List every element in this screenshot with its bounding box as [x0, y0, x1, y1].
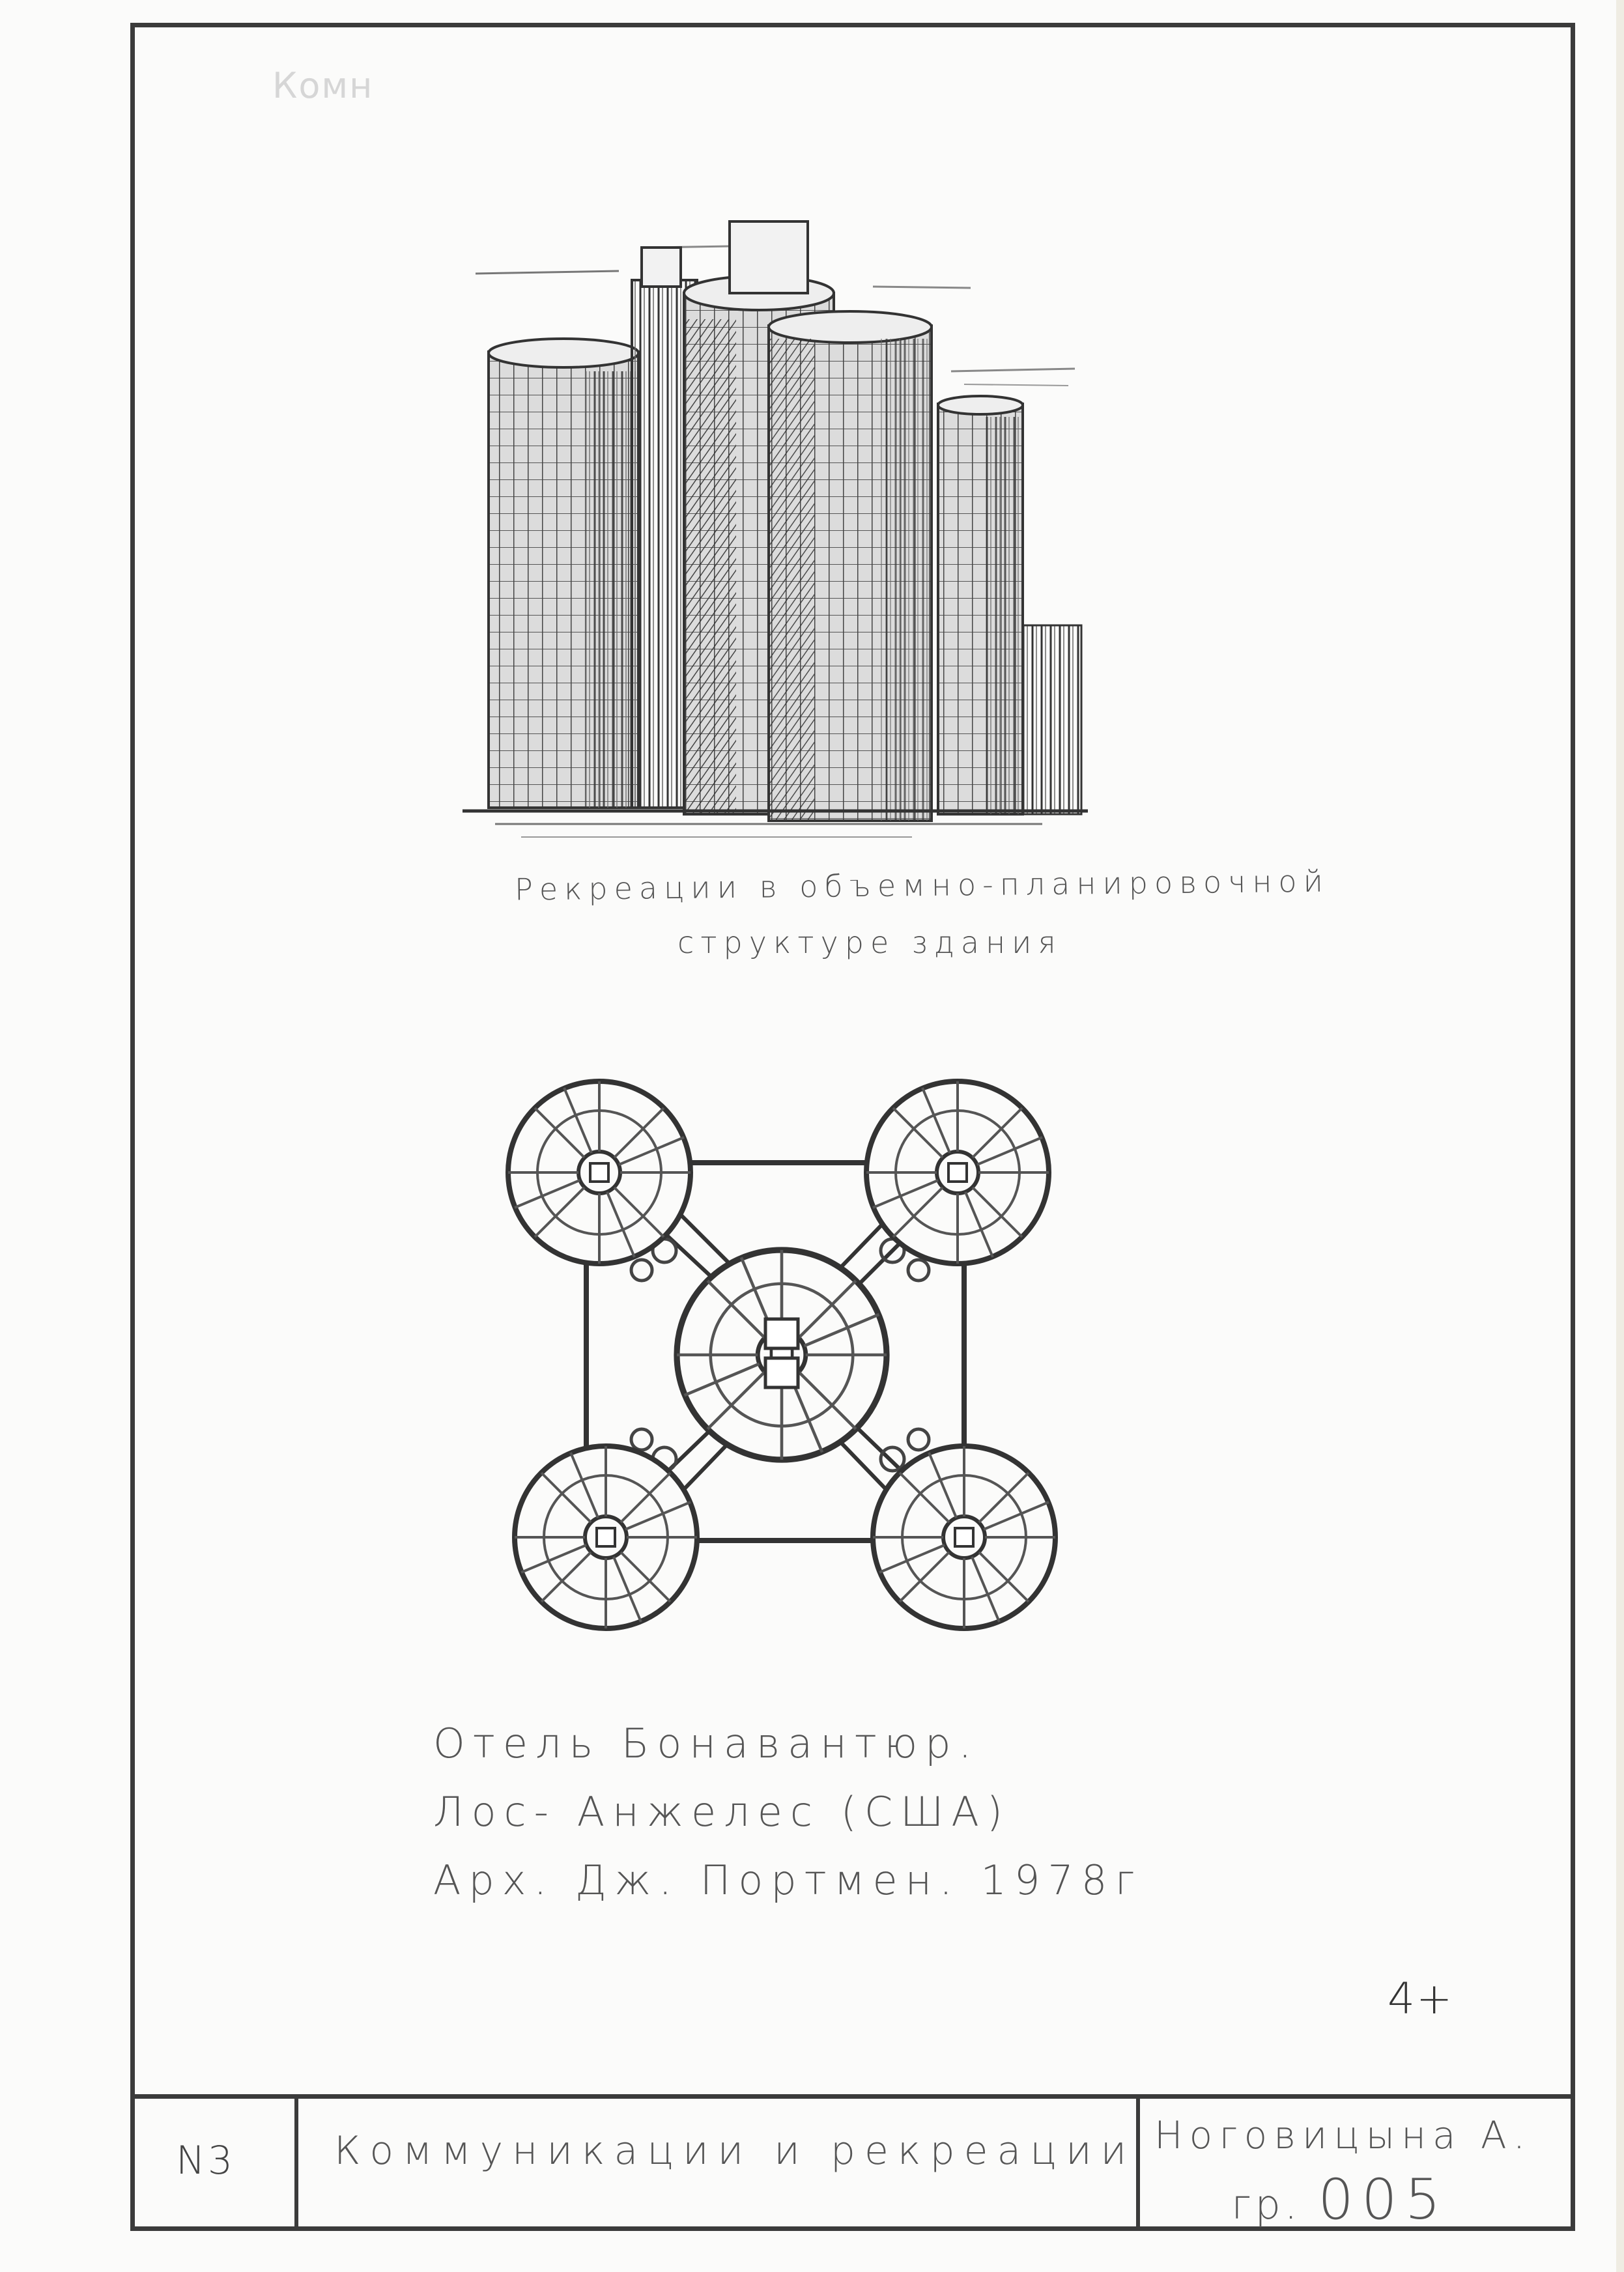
- sheet-number-cell: [130, 2099, 298, 2231]
- sketch-caption-line-1: Рекреации в объемно-планировочной: [514, 863, 1330, 907]
- faint-pencil-mark: Комн: [272, 65, 374, 106]
- floor-plan-drawing: [502, 1075, 1075, 1635]
- group-label: [1231, 2167, 1448, 2232]
- sketch-caption-line-2: структуре здания: [677, 925, 1062, 960]
- building-perspective-sketch: [456, 208, 1094, 853]
- author-name: Ноговицына А.: [1154, 2113, 1532, 2157]
- paper-edge: [1616, 0, 1624, 2272]
- sheet-number: N3: [176, 2138, 236, 2183]
- group-prefix: гр.: [1231, 2181, 1302, 2228]
- building-name: Отель Бонавантюр.: [433, 1720, 980, 1767]
- title-block: [130, 2094, 1575, 2231]
- sheet-title-cell: [298, 2099, 1140, 2231]
- sheet-title: Коммуникации и рекреации: [334, 2128, 1136, 2174]
- building-architect-year: Арх. Дж. Портмен. 1978г: [433, 1856, 1143, 1904]
- building-location: Лос- Анжелес (США): [433, 1788, 1010, 1836]
- group-number: 005: [1318, 2167, 1449, 2232]
- grade-mark: 4+: [1388, 1974, 1454, 2024]
